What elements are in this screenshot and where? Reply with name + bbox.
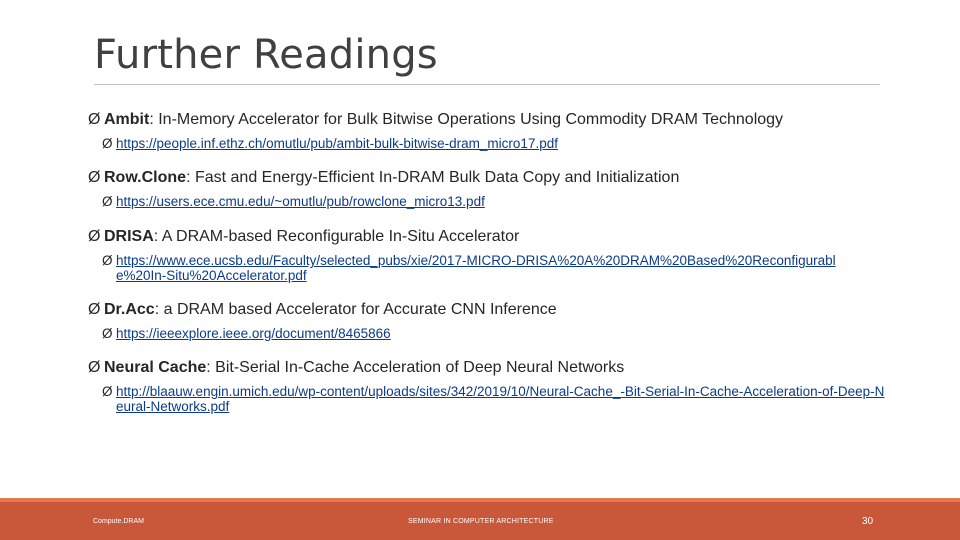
paper-description: : A DRAM-based Reconfigurable In-Situ Accelerator xyxy=(153,228,520,245)
reading-link-line xyxy=(88,326,888,341)
arrow-bullet-icon: Ø xyxy=(88,359,101,376)
reading-link-line xyxy=(88,384,886,414)
paper-link[interactable]: http://blaauw.engin.umich.edu/wp-content/uploads/sites/342/2019/10/Neural-Cache_-Bit-Serial-In-Cache-Acceleration-of-Deep-Neural-Networks.pdf xyxy=(116,384,885,414)
reading-title xyxy=(88,358,888,377)
arrow-bullet-icon: Ø xyxy=(88,301,101,318)
paper-description: : In-Memory Accelerator for Bulk Bitwise Operations Using Commodity DRAM Technology xyxy=(149,111,784,128)
paper-description: : a DRAM based Accelerator for Accurate CNN Inference xyxy=(154,301,557,318)
reading-link-line xyxy=(88,194,888,209)
page-number: 30 xyxy=(862,516,874,527)
reading-link-line xyxy=(88,136,888,151)
arrow-bullet-icon: Ø xyxy=(102,326,113,341)
reading-link-line xyxy=(88,253,836,283)
paper-description: : Fast and Energy-Efficient In-DRAM Bulk Data Copy and Initialization xyxy=(186,169,680,186)
paper-link[interactable]: https://people.inf.ethz.ch/omutlu/pub/ambit-bulk-bitwise-dram_micro17.pdf xyxy=(116,136,558,151)
footer-accent-stripe xyxy=(0,498,960,502)
arrow-bullet-icon: Ø xyxy=(102,253,113,268)
arrow-bullet-icon: Ø xyxy=(88,169,101,186)
title-divider xyxy=(94,84,880,85)
paper-name: Neural Cache xyxy=(104,359,207,376)
arrow-bullet-icon: Ø xyxy=(102,136,113,151)
paper-name: Dr.Acc xyxy=(104,301,155,318)
reading-item-drisa xyxy=(88,227,888,283)
arrow-bullet-icon: Ø xyxy=(102,194,113,209)
paper-description: : Bit-Serial In-Cache Acceleration of Deep Neural Networks xyxy=(206,359,625,376)
reading-item-ambit xyxy=(88,110,888,151)
footer-left-label: Compute.DRAM xyxy=(93,518,144,525)
reading-item-dracc xyxy=(88,300,888,341)
paper-link[interactable]: https://www.ece.ucsb.edu/Faculty/selected_pubs/xie/2017-MICRO-DRISA%20A%20DRAM%20Based%20Reconfigurable%20In-Situ%20Accelerator.pdf xyxy=(116,253,836,283)
paper-link[interactable]: https://users.ece.cmu.edu/~omutlu/pub/rowclone_micro13.pdf xyxy=(116,194,485,209)
arrow-bullet-icon: Ø xyxy=(88,111,101,128)
footer-center-label: SEMINAR IN COMPUTER ARCHITECTURE xyxy=(408,518,554,525)
paper-name: DRISA xyxy=(104,228,154,245)
reading-item-rowclone xyxy=(88,168,888,209)
reading-list xyxy=(88,110,888,414)
arrow-bullet-icon: Ø xyxy=(88,228,101,245)
paper-name: Row.Clone xyxy=(104,169,187,186)
footer-bar xyxy=(0,498,960,540)
paper-link[interactable]: https://ieeexplore.ieee.org/document/8465866 xyxy=(116,326,391,341)
slide-title: Further Readings xyxy=(94,32,438,78)
reading-title xyxy=(88,168,888,187)
arrow-bullet-icon: Ø xyxy=(102,384,113,399)
reading-title xyxy=(88,300,888,319)
reading-item-neural-cache xyxy=(88,358,888,414)
reading-title xyxy=(88,227,888,246)
paper-name: Ambit xyxy=(104,111,150,128)
reading-title xyxy=(88,110,888,129)
